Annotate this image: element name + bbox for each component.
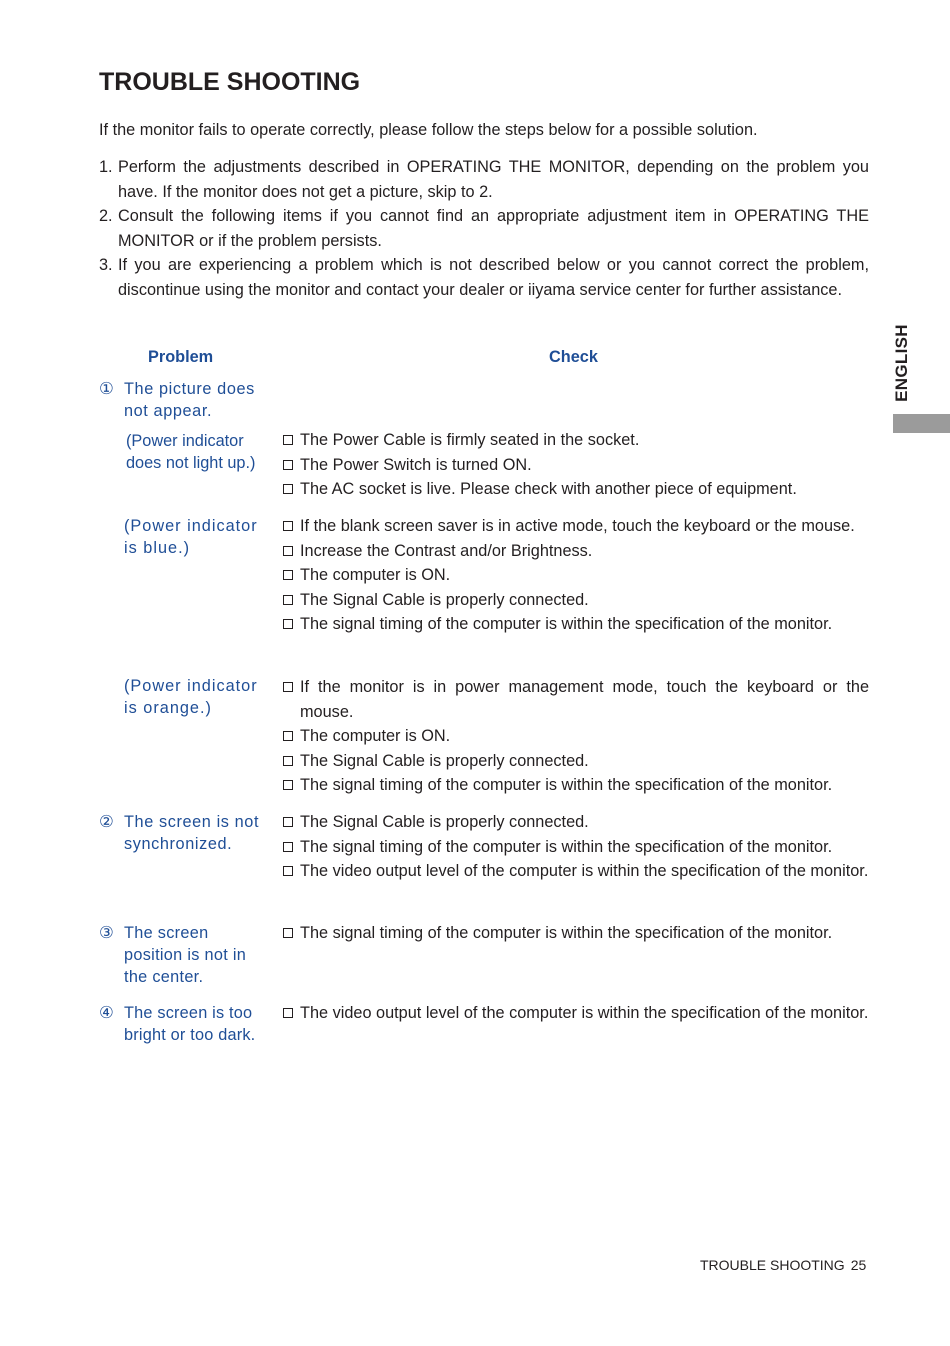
problem-1-sub-orange [99,675,269,719]
steps-list [99,155,869,302]
problem-text: (Power indicator is orange.) [124,677,258,717]
problem-1-sub-off [101,430,271,474]
checklist-not-synchronized [282,810,869,884]
checkbox-square-icon [283,435,293,445]
checkbox-square-icon [283,1008,293,1018]
check-item: The signal timing of the computer is within the specification of the monitor. [282,773,869,798]
problem-1 [99,378,269,422]
check-item: The Signal Cable is properly connected. [282,749,869,774]
check-column-header: Check [549,348,598,366]
step-number: 1. [99,158,113,176]
problem-column-header: Problem [148,348,214,366]
problem-text: The screen is too bright or too dark. [124,1004,256,1044]
step-item [99,253,869,302]
intro-text: If the monitor fails to operate correctly, please follow the steps below for a possible solution. [99,121,758,139]
page-title: TROUBLE SHOOTING [99,68,361,96]
problem-3 [99,922,269,988]
checklist-position [282,921,869,946]
checkbox-square-icon [283,731,293,741]
check-item: The computer is ON. [282,724,869,749]
check-item: The Signal Cable is properly connected. [282,810,869,835]
step-text: Consult the following items if you cannot find an appropriate adjustment item in OPERATING THE MONITOR or if the problem persists. [118,207,869,250]
check-item: The video output level of the computer is within the specification of the monitor. [282,1001,869,1026]
checkbox-square-icon [283,928,293,938]
check-item: The computer is ON. [282,563,869,588]
problem-text: (Power indicator is blue.) [124,517,258,557]
step-item [99,204,869,253]
problem-4 [99,1002,269,1046]
check-item: If the blank screen saver is in active mode, touch the keyboard or the mouse. [282,514,869,539]
problem-text: (Power indicator does not light up.) [126,432,256,472]
checkbox-square-icon [283,817,293,827]
problem-marker: ③ [99,924,114,942]
check-item: The AC socket is live. Please check with another piece of equipment. [282,477,869,502]
problem-text: The screen position is not in the center. [124,924,247,986]
step-number: 3. [99,256,113,274]
step-text: If you are experiencing a problem which is not described below or you cannot correct the problem, discontinue using the monitor and contact your dealer or iiyama service center for further assistance. [118,256,869,299]
check-item: The signal timing of the computer is within the specification of the monitor. [282,835,869,860]
checkbox-square-icon [283,484,293,494]
problem-text: The picture does not appear. [124,380,255,420]
language-tab-bar [893,414,950,433]
page-footer [700,1256,866,1274]
checkbox-square-icon [283,460,293,470]
checkbox-square-icon [283,619,293,629]
checkbox-square-icon [283,780,293,790]
problem-1-sub-blue [99,515,269,559]
check-item: The signal timing of the computer is within the specification of the monitor. [282,921,869,946]
checkbox-square-icon [283,682,293,692]
page-number: 25 [850,1257,867,1273]
check-item: The video output level of the computer is within the specification of the monitor. [282,859,869,884]
checkbox-square-icon [283,866,293,876]
step-text: Perform the adjustments described in OPERATING THE MONITOR, depending on the problem you have. If the monitor does not get a picture, skip to 2. [118,158,869,201]
checklist-power-off [282,428,869,502]
checkbox-square-icon [283,546,293,556]
check-item: If the monitor is in power management mode, touch the keyboard or the mouse. [282,675,869,724]
checkbox-square-icon [283,570,293,580]
check-item: The signal timing of the computer is within the specification of the monitor. [282,612,869,637]
checkbox-square-icon [283,756,293,766]
language-tab-label: ENGLISH [892,324,911,402]
footer-section: TROUBLE SHOOTING [700,1257,845,1273]
problem-marker: ② [99,813,115,831]
problem-marker: ④ [99,1004,114,1022]
step-number: 2. [99,207,113,225]
language-tab [892,318,912,408]
problem-2 [99,811,269,855]
checklist-power-orange [282,675,869,798]
check-item: The Power Switch is turned ON. [282,453,869,478]
checkbox-square-icon [283,842,293,852]
checkbox-square-icon [283,521,293,531]
checklist-power-blue [282,514,869,637]
check-item: The Power Cable is firmly seated in the socket. [282,428,869,453]
checklist-brightness [282,1001,869,1026]
problem-marker: ① [99,380,115,398]
step-item [99,155,869,204]
check-item: Increase the Contrast and/or Brightness. [282,539,869,564]
problem-text: The screen is not synchronized. [124,813,260,853]
check-item: The Signal Cable is properly connected. [282,588,869,613]
checkbox-square-icon [283,595,293,605]
